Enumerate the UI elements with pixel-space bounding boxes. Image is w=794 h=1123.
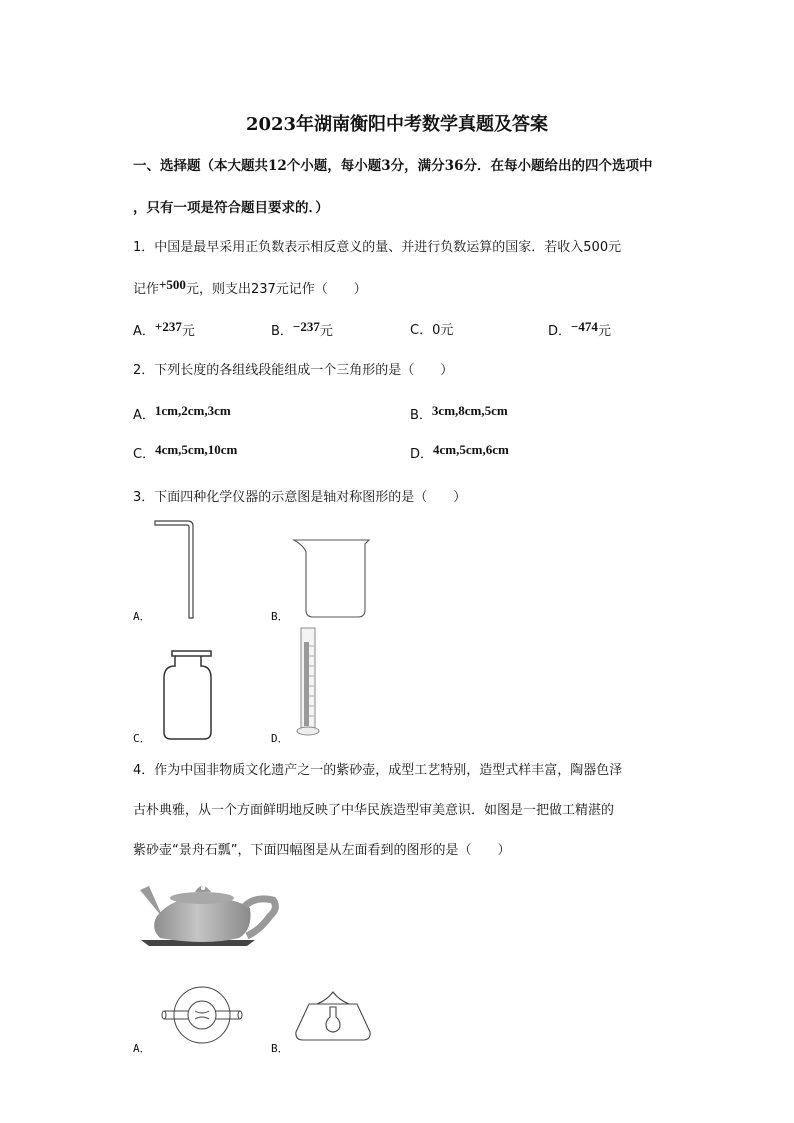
option-label: D． (410, 447, 434, 462)
bent-glass-tube-figure (150, 518, 195, 623)
section-heading: 一、选择题（本大题共12个小题，每小题3分，满分36分．在每小题给出的四个选项中 (133, 158, 653, 174)
q1-option-d[interactable] (548, 319, 611, 340)
q4-text-cont2: 紫砂壶“景舟石瓢”，下面四幅图是从左面看到的图形的是（ ） (133, 843, 511, 858)
option-label: D． (548, 324, 572, 339)
q3-option-b[interactable]: B． (271, 610, 289, 623)
option-math: +237 (154, 319, 182, 334)
option-unit: 0元 (432, 323, 454, 338)
q3-option-d[interactable]: D． (271, 732, 289, 745)
q1-math: +500 (159, 277, 186, 292)
option-value: 4cm,5cm,10cm (155, 442, 238, 457)
q2-option-a[interactable] (133, 403, 231, 424)
teapot-view-a-figure (160, 984, 245, 1046)
teapot-image (135, 878, 285, 968)
q1-text-post: 元，则支出237元记作（ ） (185, 282, 367, 297)
option-value: 3cm,8cm,5cm (431, 403, 508, 418)
beaker-figure (292, 538, 372, 620)
page-title: 2023年湖南衡阳中考数学真题及答案 (245, 114, 549, 135)
q4-text-cont: 古朴典雅，从一个方面鲜明地反映了中华民族造型审美意识．如图是一把做工精湛的 (133, 803, 615, 818)
q3-text: 3．下面四种化学仪器的示意图是轴对称图形的是（ ） (133, 490, 467, 505)
q1-text: 1．中国是最早采用正负数表示相反意义的量、并进行负数运算的国家．若收入500元 (133, 240, 622, 255)
reagent-bottle-figure (160, 650, 220, 742)
q2-text: 2．下列长度的各组线段能组成一个三角形的是（ ） (133, 363, 454, 378)
q1-option-a[interactable] (133, 319, 195, 340)
q4-text: 4．作为中国非物质文化遗产之一的紫砂壶，成型工艺特别，造型式样丰富，陶器色泽 (133, 763, 623, 778)
q4-option-b[interactable]: B． (271, 1042, 289, 1055)
q1-option-b[interactable] (271, 319, 333, 340)
q1-text-pre: 记作 (133, 282, 160, 297)
option-label: A． (133, 408, 155, 423)
q2-option-b[interactable] (410, 403, 508, 424)
option-math: −237 (292, 319, 320, 334)
option-value: 1cm,2cm,3cm (154, 403, 231, 418)
option-unit: 元 (597, 324, 611, 339)
q1-text-cont (133, 277, 367, 298)
q3-option-a[interactable]: A． (133, 610, 151, 623)
q2-option-d[interactable] (410, 442, 509, 463)
teapot-view-b-figure (293, 990, 373, 1044)
option-label: B． (410, 408, 432, 423)
option-label: C． (133, 447, 156, 462)
option-math: −474 (571, 319, 598, 334)
option-unit: 元 (319, 324, 333, 339)
option-label: B． (271, 324, 293, 339)
option-label: A． (133, 324, 155, 339)
q2-option-c[interactable] (133, 442, 238, 463)
q4-option-a[interactable]: A． (133, 1042, 151, 1055)
graduated-cylinder-figure (295, 626, 323, 738)
option-unit: 元 (181, 324, 195, 339)
section-heading-cont: ，只有一项是符合题目要求的．） (133, 200, 329, 216)
q1-option-c[interactable] (410, 323, 453, 339)
q3-option-c[interactable]: C． (133, 732, 151, 745)
option-label: C． (410, 323, 433, 338)
option-value: 4cm,5cm,6cm (433, 442, 509, 457)
